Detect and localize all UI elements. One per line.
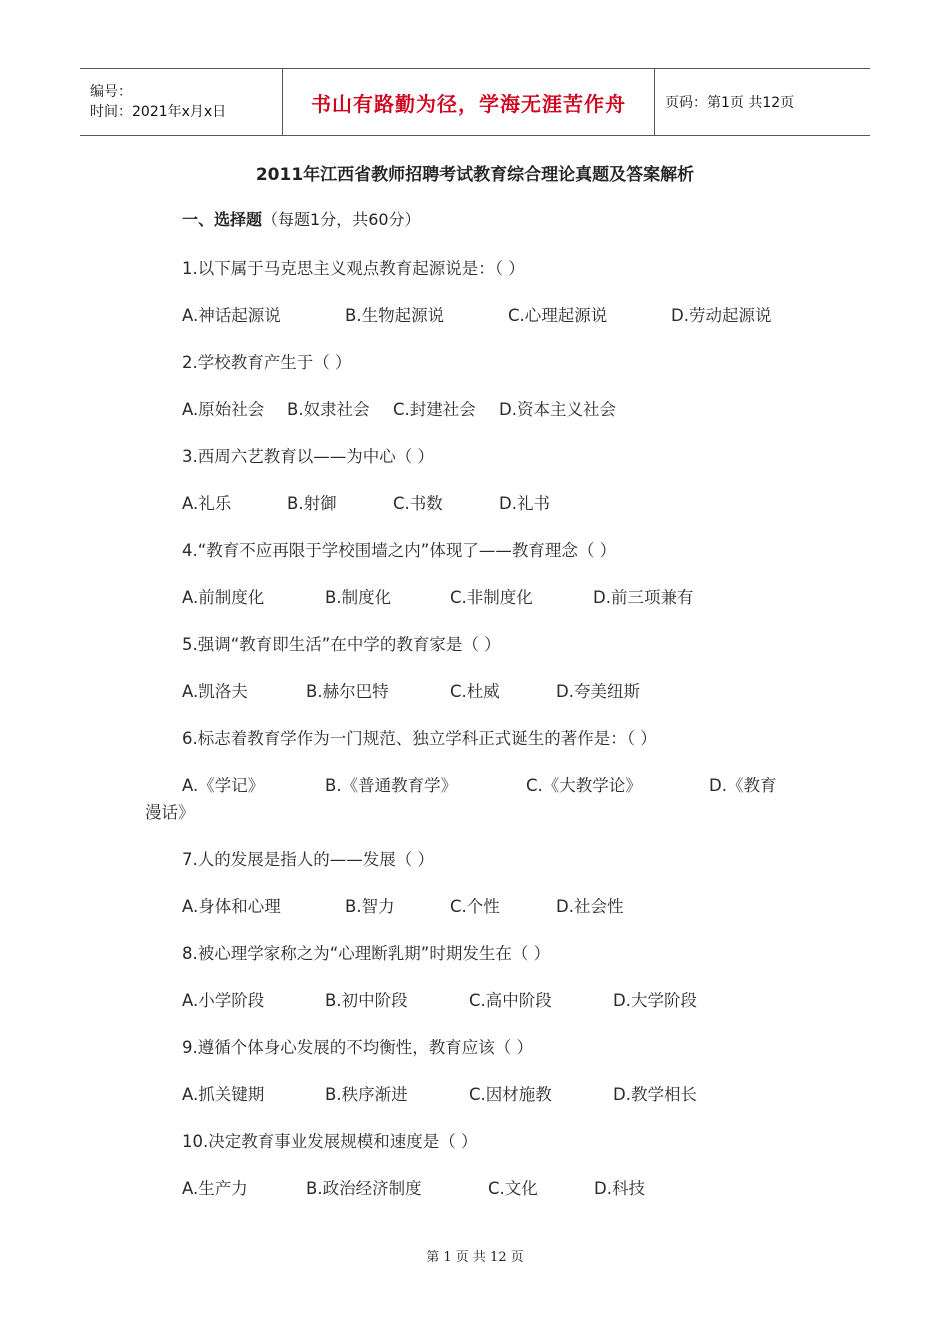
option-b: B.奴隶社会 [287,400,370,419]
question-8: 8.被心理学家称之为“心理断乳期”时期发生在（ ） [182,944,551,963]
option-a: A.礼乐 [182,494,232,513]
options-8 [182,987,882,1011]
option-c: C.心理起源说 [508,306,608,325]
option-d: D.夸美纽斯 [556,682,640,701]
question-7: 7.人的发展是指人的——发展（ ） [182,850,434,869]
section-heading [182,207,421,230]
option-d: D.资本主义社会 [499,400,616,419]
option-d: D.礼书 [499,494,550,513]
options-7 [182,893,882,917]
option-b: B.生物起源说 [345,306,445,325]
options-3 [182,490,882,514]
question-9: 9.遵循个体身心发展的不均衡性，教育应该（ ） [182,1038,533,1057]
option-a: A.神话起源说 [182,306,281,325]
option-a: A.凯洛夫 [182,682,248,701]
question-2: 2.学校教育产生于（ ） [182,353,352,372]
time-label: 时间：2021年x月x日 [90,104,227,120]
section-note: （每题1分，共60分） [262,210,421,229]
question-3: 3.西周六艺教育以——为中心（ ） [182,447,434,466]
options-1 [182,302,882,326]
option-c: C.非制度化 [450,588,533,607]
option-a: A.原始社会 [182,400,265,419]
option-b: B.智力 [345,897,395,916]
option-c: C.高中阶段 [469,991,552,1010]
option-c: C.因材施教 [469,1085,552,1104]
document-header [80,68,870,136]
question-6: 6.标志着教育学作为一门规范、独立学科正式诞生的著作是：（ ） [182,729,657,748]
option-d: D.科技 [594,1179,645,1198]
option-d: D.劳动起源说 [671,306,772,325]
question-4: 4.“教育不应再限于学校围墙之内”体现了——教育理念（ ） [182,541,617,560]
option-a: A.《学记》 [182,776,265,795]
option-c: C.文化 [488,1179,538,1198]
option-c: C.书数 [393,494,443,513]
option-c: C.个性 [450,897,500,916]
option-d: D.大学阶段 [613,991,697,1010]
page-footer: 第 1 页 共 12 页 [426,1250,524,1265]
option-a: A.生产力 [182,1179,248,1198]
option-c: C.杜威 [450,682,500,701]
option-d: D.社会性 [556,897,624,916]
options-9 [182,1081,882,1105]
option-d: D.前三项兼有 [593,588,694,607]
number-label: 编号： [90,84,132,100]
header-meta [80,69,282,135]
option-b: B.射御 [287,494,337,513]
option-d: D.《教育 [709,776,777,795]
options-4 [182,584,882,608]
option-b: B.《普通教育学》 [325,776,458,795]
option-b: B.赫尔巴特 [306,682,389,701]
options-2 [182,396,882,420]
header-page-info: 页码：第1页 共12页 [665,95,795,111]
option-c: C.封建社会 [393,400,476,419]
options-5 [182,678,882,702]
header-motto: 书山有路勤为径，学海无涯苦作舟 [282,69,655,135]
option-d: D.教学相长 [613,1085,697,1104]
option-b: B.初中阶段 [325,991,408,1010]
options-10 [182,1175,882,1199]
document-title: 2011年江西省教师招聘考试教育综合理论真题及答案解析 [255,165,695,185]
section-title: 一、选择题 [182,210,263,229]
option-a: A.前制度化 [182,588,265,607]
option-a: A.身体和心理 [182,897,281,916]
option-d-continuation: 漫话》 [145,803,195,822]
option-a: A.小学阶段 [182,991,265,1010]
option-b: B.政治经济制度 [306,1179,422,1198]
question-10: 10.决定教育事业发展规模和速度是（ ） [182,1132,478,1151]
question-1: 1.以下属于马克思主义观点教育起源说是：（ ） [182,259,525,278]
option-c: C.《大教学论》 [526,776,642,795]
option-a: A.抓关键期 [182,1085,265,1104]
option-b: B.制度化 [325,588,392,607]
option-b: B.秩序渐进 [325,1085,408,1104]
question-5: 5.强调“教育即生活”在中学的教育家是（ ） [182,635,501,654]
options-6 [182,772,882,796]
